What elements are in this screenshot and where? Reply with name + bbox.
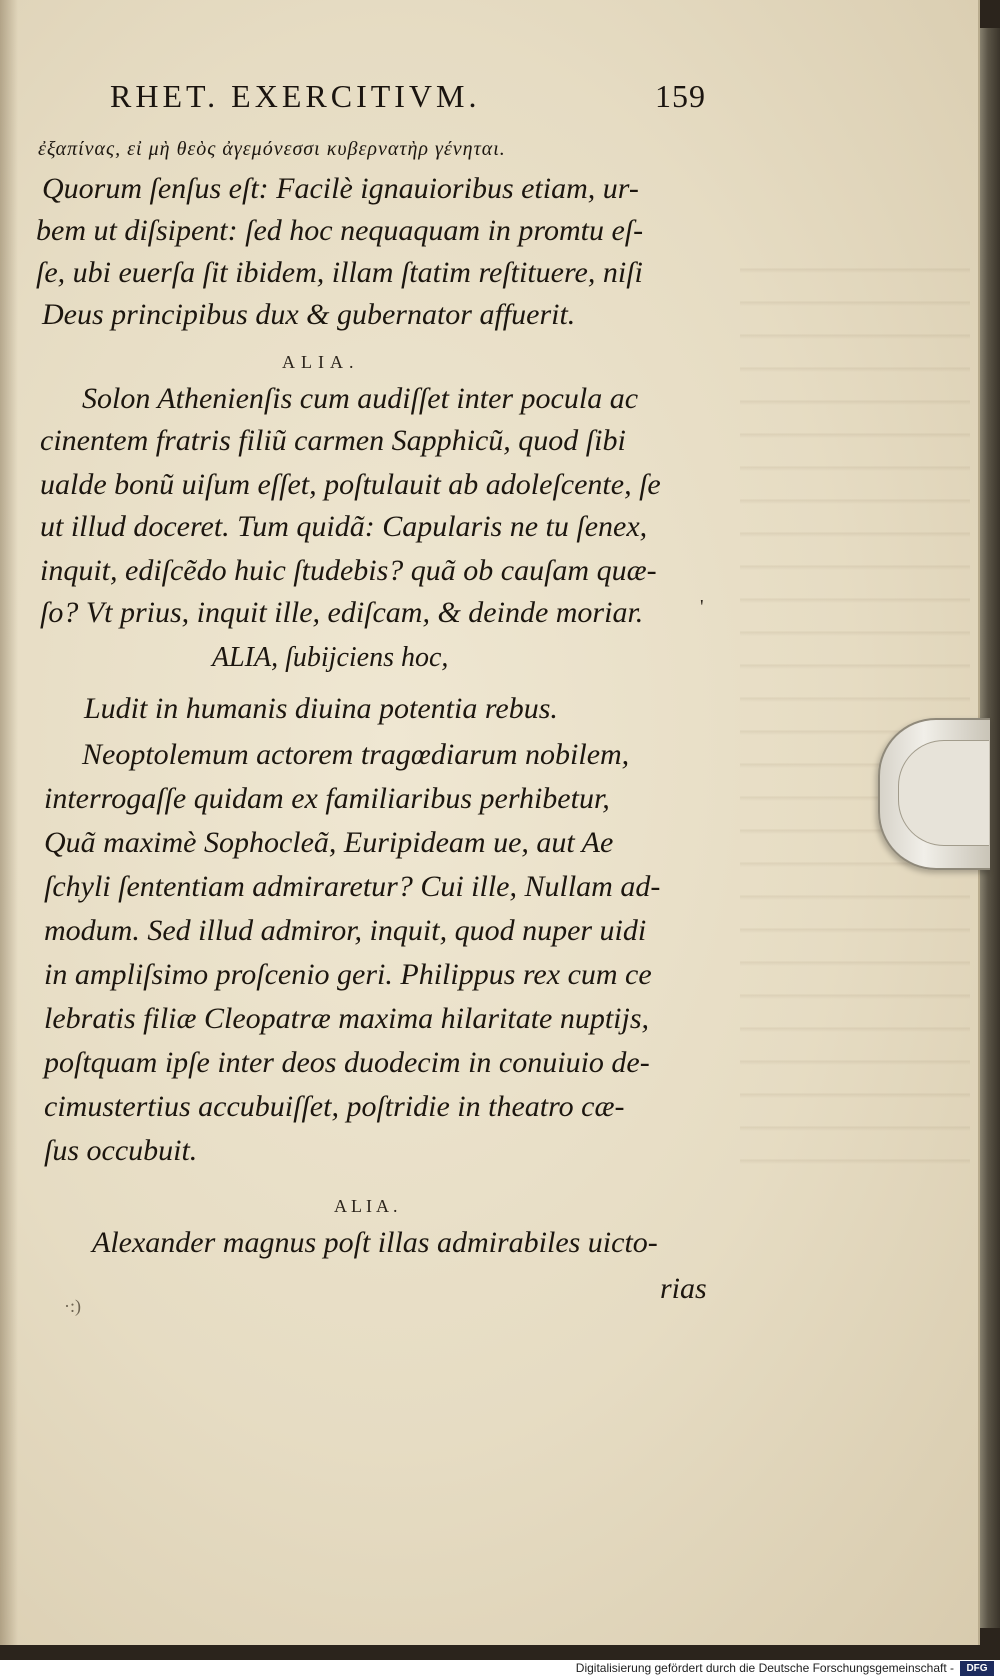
gutter-shadow (0, 0, 18, 1645)
text-line: inquit, ediſcẽdo huic ſtudebis? quã ob cauſam quæ- (40, 554, 657, 587)
folio-number: 159 (655, 78, 706, 114)
text-line: Alexander magnus poſt illas admirabiles uicto- (92, 1226, 658, 1259)
running-header (110, 78, 730, 122)
text-line: in ampliſsimo proſcenio geri. Philippus rex cum ce (44, 958, 652, 991)
section-heading-alia: ALIA. (282, 352, 360, 372)
text-line: interrogaſſe quidam ex familiaribus perhibetur, (44, 782, 610, 815)
text-line: poſtquam ipſe inter deos duodecim in conuiuio de- (44, 1046, 650, 1079)
stray-mark: ·:) (64, 1296, 81, 1316)
dfg-logo: DFG (960, 1661, 994, 1676)
page-clip-inner (898, 740, 989, 846)
funding-credit: Digitalisierung gefördert durch die Deutsche Forschungsgemeinschaft - (575, 1661, 954, 1675)
text-line: lebratis filiæ Cleopatræ maxima hilaritate nuptijs, (44, 1002, 650, 1035)
text-line: ut illud doceret. Tum quidã: Capularis ne tu ſenex, (40, 510, 648, 543)
text-line: Quã maximè Sophocleã, Euripideam ue, aut Ae (44, 826, 614, 859)
catchword: rias (660, 1272, 707, 1305)
text-line: modum. Sed illud admiror, inquit, quod nuper uidi (44, 914, 647, 947)
text-line: ualde bonũ uiſum eſſet, poſtulauit ab adoleſcente, ſe (40, 468, 661, 501)
text-line: ſo? Vt prius, inquit ille, ediſcam, & deinde moriar. (40, 596, 644, 629)
text-line: Quorum ſenſus eſt: Facilè ignauioribus etiam, ur- (42, 172, 639, 205)
stray-mark: ' (700, 596, 704, 618)
text-line: bem ut diſsipent: ſed hoc nequaquam in promtu eſ- (36, 214, 644, 247)
text-line-greek: ἐξαπίνας, εἰ μὴ θεὸς ἀγεμόνεσσι κυβερνατὴρ γένηται. (38, 138, 506, 160)
text-line: Deus principibus dux & gubernator affuerit. (42, 298, 576, 331)
section-heading-alia: ALIA. (334, 1196, 402, 1216)
section-heading-alia-subiciens: ALIA, ſubijciens hoc, (212, 642, 449, 673)
text-line: cinentem fratris filiũ carmen Sapphicũ, quod ſibi (40, 424, 626, 457)
running-title: RHET. EXERCITIVM. (110, 78, 481, 114)
verse-line: Ludit in humanis diuina potentia rebus. (84, 692, 558, 725)
text-line: Neoptolemum actorem tragœdiarum nobilem, (82, 738, 630, 771)
text-line: Solon Athenienſis cum audiſſet inter pocula ac (82, 382, 639, 415)
text-line: ſchyli ſententiam admiraretur? Cui ille, Nullam ad- (44, 870, 661, 903)
text-line: ſe, ubi euerſa ſit ibidem, illam ſtatim reſtituere, niſi (36, 256, 643, 289)
text-line: cimustertius accubuiſſet, poſtridie in theatro cæ- (44, 1090, 625, 1123)
text-line: ſus occubuit. (44, 1134, 198, 1167)
